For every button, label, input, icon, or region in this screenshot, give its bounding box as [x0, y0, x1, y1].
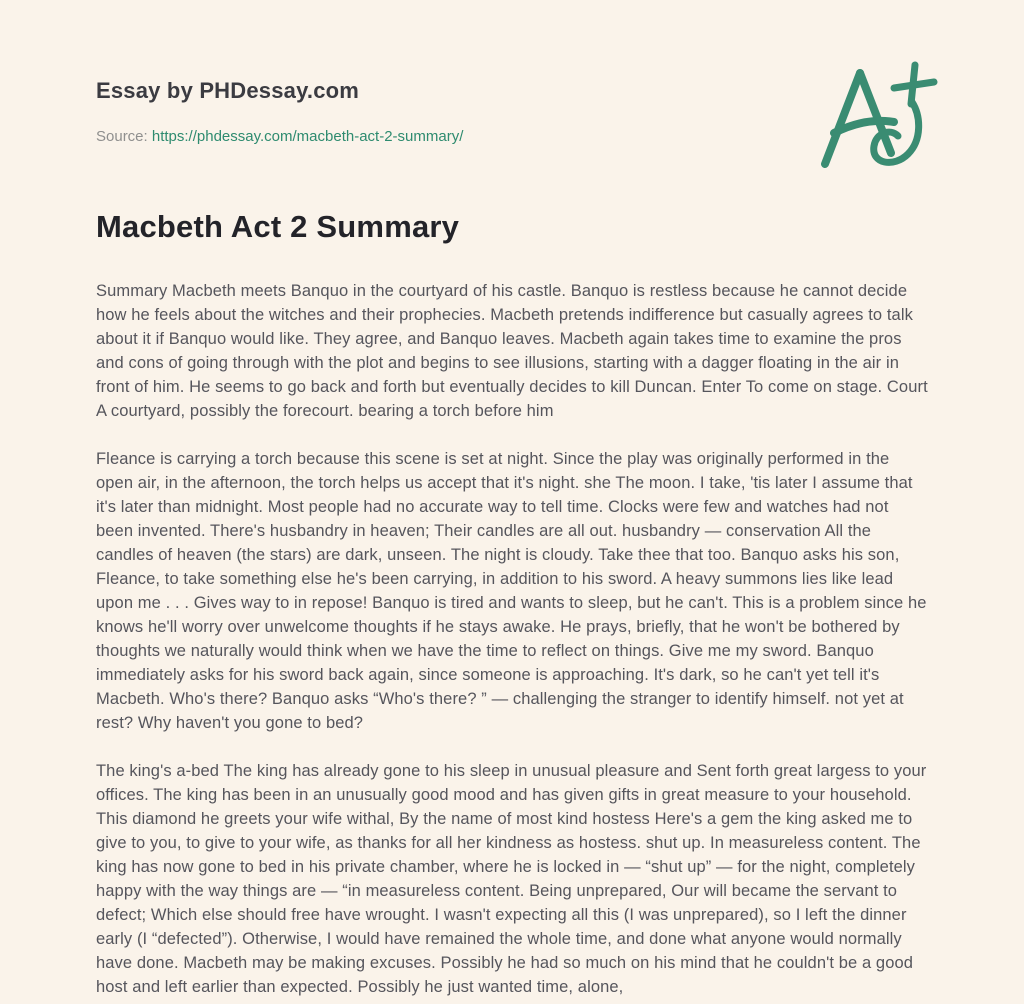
source-url-link[interactable]: https://phdessay.com/macbeth-act-2-summary/ [151, 128, 464, 145]
phdessay-aplus-logo-icon [818, 60, 938, 172]
article-paragraph: The king's a-bed The king has already gone to his sleep in unusual pleasure and Sent forth great largess to your offices. The king has been in an unusually good mood and has given gifts in great measure to your household. This diamond he greets your wife withal, By the name of most kind hostess Here's a gem the king asked me to give to you, to give to your wife, as thanks for all her kindness as hostess. shut up. In measureless content. The king has now gone to bed in his private chamber, where he is locked in — “shut up” — for the night, completely happy with the way things are — “in measureless content. Being unprepared, Our will became the servant to defect; Which else should free have wrought. I wasn't expecting all this (I was unprepared), so I left the dinner early (I “defected”). Otherwise, I would have remained the whole time, and done what anyone would normally have done. Macbeth may be making excuses. Possibly he had so much on his mind that he couldn't be a good host and left earlier than expected. Possibly he just wanted time, alone, [96, 762, 927, 996]
page-header [96, 78, 928, 145]
article-paragraph: Summary Macbeth meets Banquo in the courtyard of his castle. Banquo is restless because he cannot decide how he feels about the witches and their prophecies. Macbeth pretends indifference but casually agrees to talk about it if Banquo would like. They agree, and Banquo leaves. Macbeth again takes time to examine the pros and cons of going through with the plot and begins to see illusions, starting with a dagger floating in the air in front of him. He seems to go back and forth but eventually decides to kill Duncan. Enter To come on stage. Court A courtyard, possibly the forecourt. bearing a torch before him [96, 282, 928, 420]
site-title: Essay by PHDessay.com [96, 78, 360, 103]
article-paragraph: Fleance is carrying a torch because this scene is set at night. Since the play was originally performed in the open air, in the afternoon, the torch helps us accept that it's night. she The moon. I take, 'tis later I assume that it's later than midnight. Most people had no accurate way to tell time. Clocks were few and watches had not been invented. There's husbandry in heaven; Their candles are all out. husbandry — conservation All the candles of heaven (the stars) are dark, unseen. The night is cloudy. Take thee that too. Banquo asks his son, Fleance, to take something else he's been carrying, in addition to his sword. A heavy summons lies like lead upon me . . . Gives way to in repose! Banquo is tired and wants to sleep, but he can't. This is a problem since he knows he'll worry over unwelcome thoughts if he stays awake. He prays, briefly, that he won't be bothered by thoughts we naturally would think when we have the time to reflect on things. Give me my sword. Banquo immediately asks for his sword back again, since someone is approaching. It's dark, so he can't yet tell it's Macbeth. Who's there? Banquo asks “Who's there? ” — challenging the stranger to identify himself. not yet at rest? Why haven't you gone to bed? [96, 450, 927, 732]
article-title: Macbeth Act 2 Summary [96, 209, 460, 244]
article-body [96, 279, 930, 999]
source-label: Source: [96, 128, 148, 145]
source-line [96, 128, 928, 145]
